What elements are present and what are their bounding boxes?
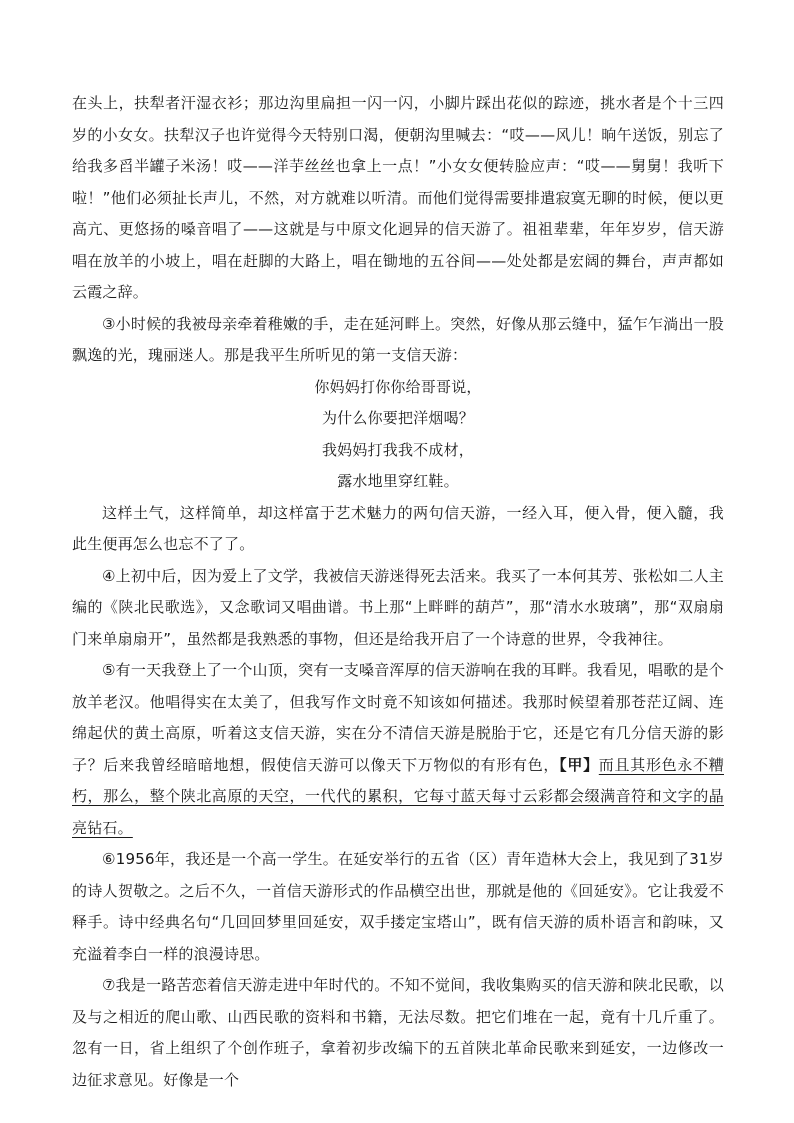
poem-line-4: 露水地里穿红鞋。 bbox=[337, 472, 459, 490]
paragraph-2-continued: 在头上，扶犁者汗湿衣衫；那边沟里扁担一闪一闪，小脚片踩出花似的踪迹，挑水者是个十三四岁的小女女。扶犁汉子也许觉得今天特别口渴，便朝沟里喊去：“哎——风儿！晌午送饭，别忘了给我多舀半罐子米汤！哎——洋芋丝丝也拿上一点！”小女女便转脸应声：“哎——舅舅！我听下啦！”他们必须扯长声儿，不然，对方就难以听清。而他们觉得需要排遣寂寞无聊的时候，便以更高亢、更悠扬的嗓音唱了——这就是与中原文化迥异的信天游了。祖祖辈辈，年年岁岁，信天游唱在放羊的小坡上，唱在赶脚的大路上，唱在锄地的五谷间——处处都是宏阔的舞台，声声都如云霞之辞。 bbox=[72, 94, 724, 301]
paragraph-5-text: ⑤有一天我登上了一个山顶，突有一支嗓音浑厚的信天游响在我的耳畔。我看见，唱歌的是个放羊老汉。他唱得实在太美了，但我写作文时竟不知该如何描述。我那时候望着那苍茫辽阔、连绵起伏的黄土高原，听着这支信天游，实在分不清信天游是脱胎于它，还是它有几分信天游的影子？后来我曾经暗暗地想，假使信天游可以像天下万物似的有形有色， bbox=[72, 661, 724, 774]
underlined-sentence-jia: 而且其形色永不糟朽，那么，整个陕北高原的天空，一代代的累积，它每寸蓝天每寸云彩都会缀满音符和文字的晶亮钻石。 bbox=[72, 755, 724, 837]
paragraph-5 bbox=[72, 655, 724, 844]
poem-line-1: 你妈妈打你你给哥哥说， bbox=[314, 377, 482, 396]
paragraph-4: ④上初中后，因为爱上了文学，我被信天游迷得死去活来。我买了一本何其芳、张松如二人主编的《陕北民歌选》，又念歌词又唱曲谱。书上那“上畔畔的葫芦”，那“清水水玻璃”，那“双扇扇门来单扇扇开”，虽然都是我熟悉的事物，但还是给我开启了一个诗意的世界，令我神往。 bbox=[72, 566, 724, 648]
document-page bbox=[72, 88, 724, 1096]
poem-line-3: 我妈妈打我我不成材， bbox=[321, 440, 474, 459]
paragraph-7: ⑦我是一路苦恋着信天游走进中年时代的。不知不觉间，我收集购买的信天游和陕北民歌，以及与之相近的爬山歌、山西民歌的资料和书籍，无法尽数。把它们堆在一起，竟有十几斤重了。忽有一日，省上组织了个创作班子，拿着初步改编下的五首陕北革命民歌来到延安，一边修改一边征求意见。好像是一个 bbox=[72, 976, 724, 1089]
marker-jia: 【甲】 bbox=[559, 755, 599, 774]
paragraph-3-after-poem: 这样土气，这样简单，却这样富于艺术魅力的两句信天游，一经入耳，便入骨，便入髓，我此生便再怎么也忘不了了。 bbox=[72, 503, 724, 553]
poem-line-2: 为什么你要把洋烟喝？ bbox=[321, 409, 474, 427]
paragraph-6: ⑥1956年，我还是一个高一学生。在延安举行的五省（区）青年造林大会上，我见到了31岁的诗人贺敬之。之后不久，一首信天游形式的作品横空出世，那就是他的《回延安》。它让我爱不释手。诗中经典名句“几回回梦里回延安，双手搂定宝塔山”，既有信天游的质朴语言和韵味，又充溢着李白一样的浪漫诗思。 bbox=[72, 850, 724, 963]
paragraph-3: ③小时候的我被母亲牵着稚嫩的手，走在延河畔上。突然，好像从那云缝中，猛乍乍淌出一股飘逸的光，瑰丽迷人。那是我平生所听见的第一支信天游： bbox=[72, 314, 724, 364]
